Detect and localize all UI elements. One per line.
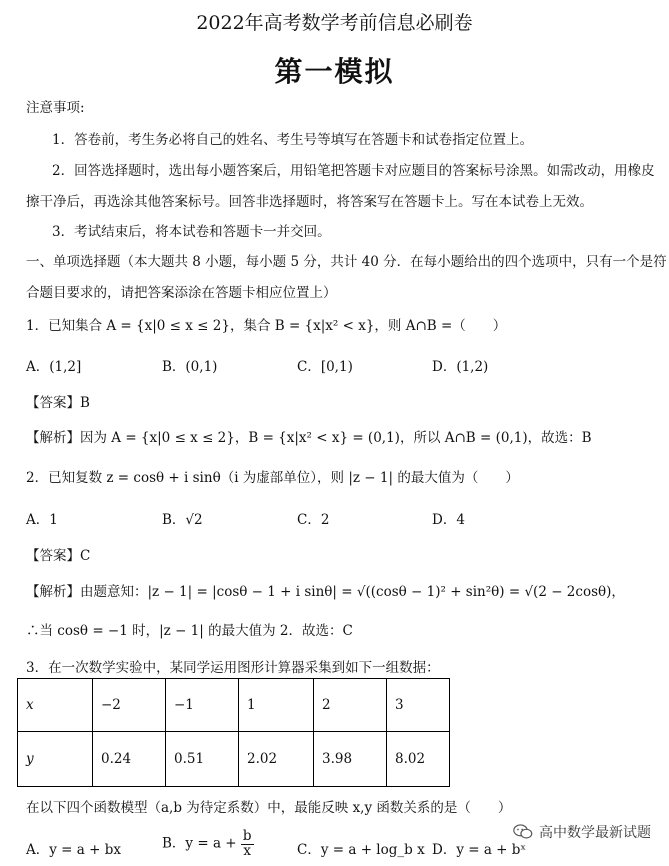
q1-option-d: D．(1,2)	[432, 359, 489, 375]
section-heading: 一、单项选择题（本大题共 8 小题，每小题 5 分，共计 40 分．在每小题给出的四个选项中，只有一个是符	[26, 254, 667, 270]
notice-heading: 注意事项:	[26, 100, 85, 116]
notice-item-3: 3．考试结束后，将本试卷和答题卡一并交回。	[52, 224, 331, 240]
q3-option-d: D．y = a + bˣ	[432, 842, 527, 858]
q2-option-d: D．4	[432, 512, 465, 528]
q2-option-c: C．2	[297, 512, 330, 528]
notice-item-2: 2．回答选择题时，选出每小题答案后，用铅笔把答题卡对应题目的答案标号涂黑。如需改动，用橡皮	[52, 163, 655, 179]
q2-conclusion: ∴当 cosθ = −1 时，|z − 1| 的最大值为 2．故选：C	[26, 623, 353, 639]
exam-subtitle: 第一模拟	[274, 55, 395, 88]
table-cell: 3	[387, 679, 450, 732]
q1-stem: 1．已知集合 A = {x|0 ≤ x ≤ 2}，集合 B = {x|x² < x}，则 A∩B =（ ）	[26, 318, 507, 334]
table-cell: 1	[239, 679, 314, 732]
q1-option-b: B．(0,1)	[162, 359, 218, 375]
exam-title: 2022年高考数学考前信息必刷卷	[196, 12, 473, 34]
q1-analysis: 【解析】因为 A = {x|0 ≤ x ≤ 2}，B = {x|x² < x} = (0,1)，所以 A∩B = (0,1)，故选：B	[26, 430, 592, 446]
table-cell: 0.51	[166, 732, 239, 787]
table-cell: −2	[93, 679, 166, 732]
watermark	[513, 822, 651, 842]
table-cell: 8.02	[387, 732, 450, 787]
table-cell: y	[18, 732, 93, 787]
q3-stem: 3．在一次数学实验中，某同学运用图形计算器采集到如下一组数据：	[26, 660, 440, 676]
table-cell: 2	[314, 679, 387, 732]
q3-option-c: C．y = a + log_b x	[297, 842, 425, 858]
q3-option-b-prefix: B．y = a +	[162, 835, 237, 852]
fraction-denominator: x	[243, 842, 252, 859]
table-cell: x	[18, 679, 93, 732]
q2-option-b: B．√2	[162, 512, 203, 528]
q1-answer: 【答案】B	[26, 395, 90, 411]
fraction-numerator: b	[242, 828, 252, 844]
table-row-y	[18, 732, 450, 787]
table-cell: 3.98	[314, 732, 387, 787]
q2-analysis: 【解析】由题意知：|z − 1| = |cosθ − 1 + i sinθ| = √((cosθ − 1)² + sin²θ) = √(2 − 2cosθ)，	[26, 584, 625, 600]
q1-option-c: C．[0,1)	[297, 359, 353, 375]
table-cell: −1	[166, 679, 239, 732]
q2-answer: 【答案】C	[26, 548, 91, 564]
q1-option-a: A．(1,2]	[26, 359, 82, 375]
table-row-x	[18, 679, 450, 732]
notice-item-1: 1．答卷前，考生务必将自己的姓名、考生号等填写在答题卡和试卷指定位置上。	[52, 132, 534, 148]
table-cell: 0.24	[93, 732, 166, 787]
q3-data-table	[17, 678, 450, 787]
section-heading-cont: 合题目要求的，请把答案添涂在答题卡相应位置上）	[26, 285, 337, 301]
notice-item-2-cont: 擦干净后，再选涂其他答案标号。回答非选择题时，将答案写在答题卡上。写在本试卷上无效。	[26, 194, 593, 210]
q3-option-a: A．y = a + bx	[26, 842, 121, 858]
watermark-text: 高中数学最新试题	[539, 825, 651, 841]
q2-stem: 2．已知复数 z = cosθ + i sinθ（i 为虚部单位），则 |z − 1| 的最大值为（ ）	[26, 470, 519, 486]
q3-question: 在以下四个函数模型（a,b 为待定系数）中，最能反映 x,y 函数关系的是（ ）	[26, 800, 512, 816]
wechat-icon	[513, 823, 533, 841]
table-cell: 2.02	[239, 732, 314, 787]
q3-option-b-fraction	[241, 830, 254, 858]
q3-option-b	[162, 830, 254, 858]
q2-option-a: A．1	[26, 512, 58, 528]
